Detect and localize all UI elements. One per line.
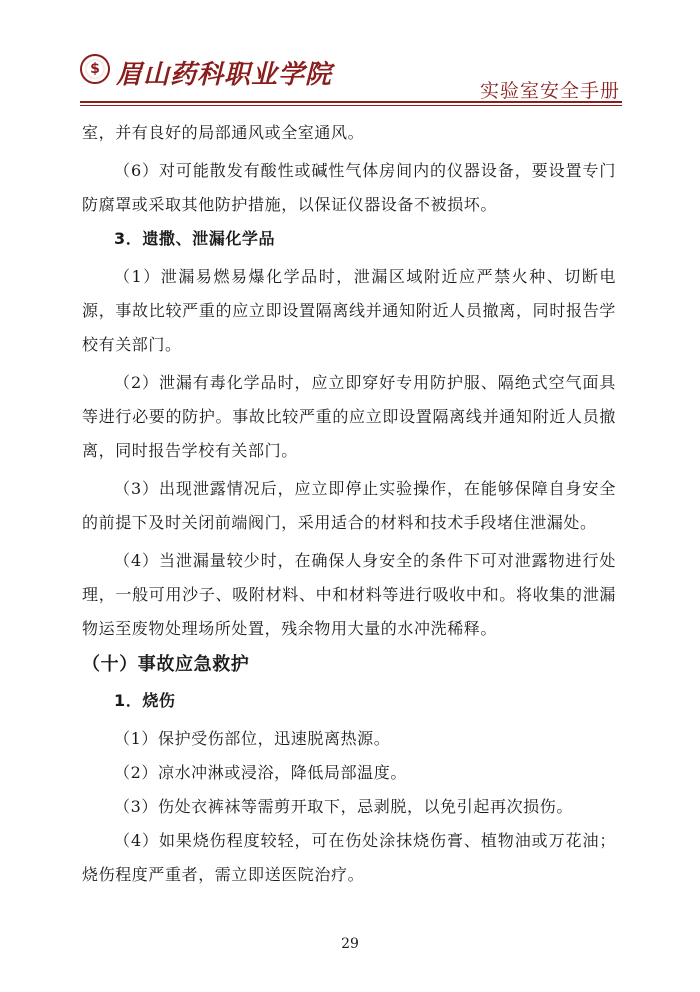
paragraph: 室，并有良好的局部通风或全室通风。 xyxy=(82,123,365,142)
section-heading: （十）事故应急救护 xyxy=(82,654,250,675)
list-item: （4）如果烧伤程度较轻，可在伤处涂抹烧伤膏、植物油或万花油；烧伤程度严重者，需立即送医院治疗。 xyxy=(82,831,616,884)
header-title: 实验室安全手册 xyxy=(479,80,620,102)
subsection-heading: 1．烧伤 xyxy=(114,691,176,710)
list-item: （1）保护受伤部位，迅速脱离热源。 xyxy=(114,729,391,748)
page-header xyxy=(80,52,620,100)
list-item: （3）伤处衣裤袜等需剪开取下，忌剥脱，以免引起再次损伤。 xyxy=(114,797,573,816)
paragraph: （3）出现泄露情况后，应立即停止实验操作，在能够保障自身安全的前提下及时关闭前端阀门，采用适合的材料和技术手段堵住泄漏处。 xyxy=(82,479,616,532)
header-divider xyxy=(80,101,622,103)
page-number: 29 xyxy=(341,936,359,952)
page-body xyxy=(82,116,616,892)
paragraph: （1）泄漏易燃易爆化学品时，泄漏区域附近应严禁火种、切断电源，事故比较严重的应立即设置隔离线并通知附近人员撤离，同时报告学校有关部门。 xyxy=(82,267,616,354)
subsection-heading: 3．遗撒、泄漏化学品 xyxy=(114,229,276,248)
header-divider-thin xyxy=(80,105,622,106)
paragraph: （4）当泄漏量较少时，在确保人身安全的条件下可对泄露物进行处理，一般可用沙子、吸附材料、中和材料等进行吸收中和。将收集的泄漏物运至废物处理场所处置，残余物用大量的水冲洗稀释。 xyxy=(82,551,616,638)
college-logo-text: 眉山药科职业学院 xyxy=(116,60,333,90)
paragraph: （2）泄漏有毒化学品时，应立即穿好专用防护服、隔绝式空气面具等进行必要的防护。事故比较严重的应立即设置隔离线并通知附近人员撤离，同时报告学校有关部门。 xyxy=(82,373,616,460)
paragraph: （6）对可能散发有酸性或碱性气体房间内的仪器设备，要设置专门防腐罩或采取其他防护措施，以保证仪器设备不被损坏。 xyxy=(82,161,616,214)
college-seal-icon xyxy=(80,54,110,84)
seal-glyph: $ xyxy=(90,61,100,77)
list-item: （2）凉水冲淋或浸浴，降低局部温度。 xyxy=(114,763,407,782)
